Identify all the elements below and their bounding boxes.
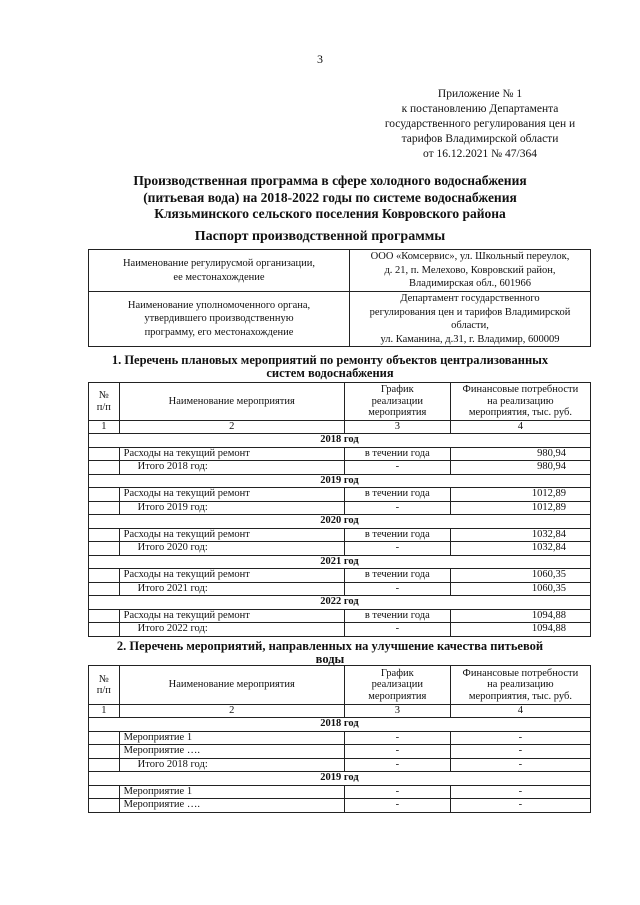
passport-label bbox=[89, 250, 350, 292]
year-label: 2018 год bbox=[89, 434, 591, 448]
table-header bbox=[89, 666, 591, 705]
item-value: - bbox=[450, 731, 590, 745]
year-row bbox=[89, 555, 591, 569]
header-no: № п/п bbox=[89, 383, 120, 421]
column-numbers-row bbox=[89, 705, 591, 718]
total-value: 1094,88 bbox=[450, 623, 590, 637]
year-group-2018 bbox=[89, 434, 591, 475]
item-schedule: в течении года bbox=[344, 609, 450, 623]
item-schedule: - bbox=[344, 799, 450, 813]
item-name: Расходы на текущий ремонт bbox=[119, 528, 344, 542]
cell-line: программу, его местонахождение bbox=[144, 326, 294, 338]
repair-plan-table bbox=[88, 382, 591, 637]
header-name: Наименование мероприятия bbox=[119, 666, 344, 705]
total-label: Итого 2020 год: bbox=[119, 542, 344, 556]
item-value: 1032,84 bbox=[450, 528, 590, 542]
title-line: 2. Перечень мероприятий, направленных на улучшение качества питьевой bbox=[116, 639, 544, 653]
cell-line: Департамент государственного bbox=[400, 293, 540, 304]
total-row bbox=[89, 501, 591, 515]
item-schedule: - bbox=[344, 731, 450, 745]
table-row bbox=[89, 488, 591, 502]
column-number: 1 bbox=[89, 421, 120, 434]
header-no: № п/п bbox=[89, 666, 120, 705]
passport-value bbox=[350, 250, 591, 292]
header-name: Наименование мероприятия bbox=[119, 383, 344, 421]
total-label: Итого 2018 год: bbox=[119, 758, 344, 772]
table-row bbox=[89, 731, 591, 745]
item-schedule: в течении года bbox=[344, 447, 450, 461]
cell-line: Наименование уполномоченного органа, bbox=[127, 299, 311, 311]
total-row bbox=[89, 582, 591, 596]
total-value: 1012,89 bbox=[450, 501, 590, 515]
item-schedule: в течении года bbox=[344, 569, 450, 583]
water-quality-table bbox=[88, 665, 591, 813]
table-row bbox=[89, 609, 591, 623]
passport-table bbox=[88, 249, 591, 347]
column-number: 4 bbox=[450, 421, 590, 434]
passport-title: Паспорт производственной программы bbox=[194, 229, 446, 244]
table-row bbox=[89, 528, 591, 542]
total-row bbox=[89, 542, 591, 556]
cell-line: регулирования цен и тарифов Владимирской bbox=[369, 306, 571, 318]
appendix-line: государственного регулирования цен и bbox=[384, 118, 576, 130]
total-schedule: - bbox=[344, 758, 450, 772]
total-schedule: - bbox=[344, 501, 450, 515]
page-number: 3 bbox=[317, 52, 323, 66]
section1-title bbox=[100, 354, 560, 380]
title-line: систем водоснабжения bbox=[266, 366, 394, 380]
item-name: Мероприятие 1 bbox=[119, 731, 344, 745]
passport-value bbox=[350, 292, 591, 347]
column-numbers-row bbox=[89, 421, 591, 434]
item-name: Расходы на текущий ремонт bbox=[119, 569, 344, 583]
total-schedule: - bbox=[344, 582, 450, 596]
table-row bbox=[89, 569, 591, 583]
item-name: Расходы на текущий ремонт bbox=[119, 609, 344, 623]
cell-line: ул. Каманина, д.31, г. Владимир, 600009 bbox=[380, 333, 560, 345]
cell-line: области, bbox=[451, 320, 489, 331]
total-value: 1032,84 bbox=[450, 542, 590, 556]
item-value: - bbox=[450, 785, 590, 799]
column-number: 1 bbox=[89, 705, 120, 718]
column-number: 2 bbox=[119, 705, 344, 718]
item-schedule: - bbox=[344, 785, 450, 799]
year-group-2021 bbox=[89, 555, 591, 596]
appendix-line: от 16.12.2021 № 47/364 bbox=[423, 148, 537, 160]
header-schedule: График реализации мероприятия bbox=[344, 383, 450, 421]
total-value: 980,94 bbox=[450, 461, 590, 475]
appendix-line: тарифов Владимирской области bbox=[401, 133, 559, 145]
item-value: - bbox=[450, 799, 590, 813]
year-row bbox=[89, 718, 591, 732]
header-schedule: График реализации мероприятия bbox=[344, 666, 450, 705]
year-label: 2019 год bbox=[89, 474, 591, 488]
title-line: Производственная программа в сфере холодного водоснабжения bbox=[133, 173, 527, 188]
year-row bbox=[89, 596, 591, 610]
title-line: Клязьминского сельского поселения Ковровского района bbox=[154, 206, 506, 221]
year-row bbox=[89, 515, 591, 529]
total-row bbox=[89, 461, 591, 475]
title-line: 1. Перечень плановых мероприятий по ремонту объектов централизованных bbox=[111, 353, 549, 367]
table-row bbox=[89, 799, 591, 813]
passport-row-authority bbox=[89, 292, 591, 347]
total-value: 1060,35 bbox=[450, 582, 590, 596]
item-value: 980,94 bbox=[450, 447, 590, 461]
year-row bbox=[89, 772, 591, 786]
item-name: Расходы на текущий ремонт bbox=[119, 488, 344, 502]
total-schedule: - bbox=[344, 461, 450, 475]
item-schedule: в течении года bbox=[344, 488, 450, 502]
total-row bbox=[89, 758, 591, 772]
cell-line: ООО «Комсервис», ул. Школьный переулок, bbox=[370, 251, 570, 263]
year-group-2020 bbox=[89, 515, 591, 556]
item-value: - bbox=[450, 745, 590, 759]
year-label: 2020 год bbox=[89, 515, 591, 529]
header-financing: Финансовые потребности на реализацию мероприятия, тыс. руб. bbox=[450, 666, 590, 705]
item-name: Мероприятие …. bbox=[119, 745, 344, 759]
item-name: Мероприятие 1 bbox=[119, 785, 344, 799]
year-row bbox=[89, 434, 591, 448]
column-number: 4 bbox=[450, 705, 590, 718]
table-header bbox=[89, 383, 591, 421]
total-label: Итого 2019 год: bbox=[119, 501, 344, 515]
year-row bbox=[89, 474, 591, 488]
cell-line: Наименование регулирусмой организации, bbox=[122, 258, 316, 269]
item-schedule: в течении года bbox=[344, 528, 450, 542]
total-schedule: - bbox=[344, 623, 450, 637]
item-schedule: - bbox=[344, 745, 450, 759]
column-number: 3 bbox=[344, 421, 450, 434]
total-label: Итого 2021 год: bbox=[119, 582, 344, 596]
cell-line: утвердившего производственную bbox=[144, 313, 294, 325]
column-number: 3 bbox=[344, 705, 450, 718]
item-name: Мероприятие …. bbox=[119, 799, 344, 813]
item-value: 1094,88 bbox=[450, 609, 590, 623]
year-group-2019 bbox=[89, 474, 591, 515]
year-label: 2019 год bbox=[89, 772, 591, 786]
year-label: 2022 год bbox=[89, 596, 591, 610]
title-line: (питьевая вода) на 2018-2022 годы по системе водоснабжения bbox=[143, 189, 517, 205]
total-row bbox=[89, 623, 591, 637]
table-row bbox=[89, 447, 591, 461]
appendix-line: Приложение № 1 bbox=[437, 88, 523, 100]
header-financing: Финансовые потребности на реализацию мероприятия, тыс. руб. bbox=[450, 383, 590, 421]
cell-line: д. 21, п. Мелехово, Ковровский район, bbox=[384, 264, 556, 276]
cell-line: Владимирская обл., 601966 bbox=[408, 278, 532, 290]
item-value: 1060,35 bbox=[450, 569, 590, 583]
title-line: воды bbox=[315, 652, 345, 666]
year-label: 2018 год bbox=[89, 718, 591, 732]
year-label: 2021 год bbox=[89, 555, 591, 569]
item-value: 1012,89 bbox=[450, 488, 590, 502]
total-value: - bbox=[450, 758, 590, 772]
passport-label bbox=[89, 292, 350, 347]
year-group-2022 bbox=[89, 596, 591, 637]
item-name: Расходы на текущий ремонт bbox=[119, 447, 344, 461]
total-label: Итого 2022 год: bbox=[119, 623, 344, 637]
appendix-header bbox=[360, 87, 600, 162]
cell-line: ее местонахождение bbox=[173, 271, 265, 283]
table-row bbox=[89, 785, 591, 799]
column-number: 2 bbox=[119, 421, 344, 434]
table-row bbox=[89, 745, 591, 759]
total-schedule: - bbox=[344, 542, 450, 556]
appendix-line: к постановлению Департамента bbox=[401, 103, 559, 115]
total-label: Итого 2018 год: bbox=[119, 461, 344, 475]
passport-row-organization bbox=[89, 250, 591, 292]
document-title bbox=[100, 173, 560, 223]
section2-title bbox=[100, 640, 560, 666]
